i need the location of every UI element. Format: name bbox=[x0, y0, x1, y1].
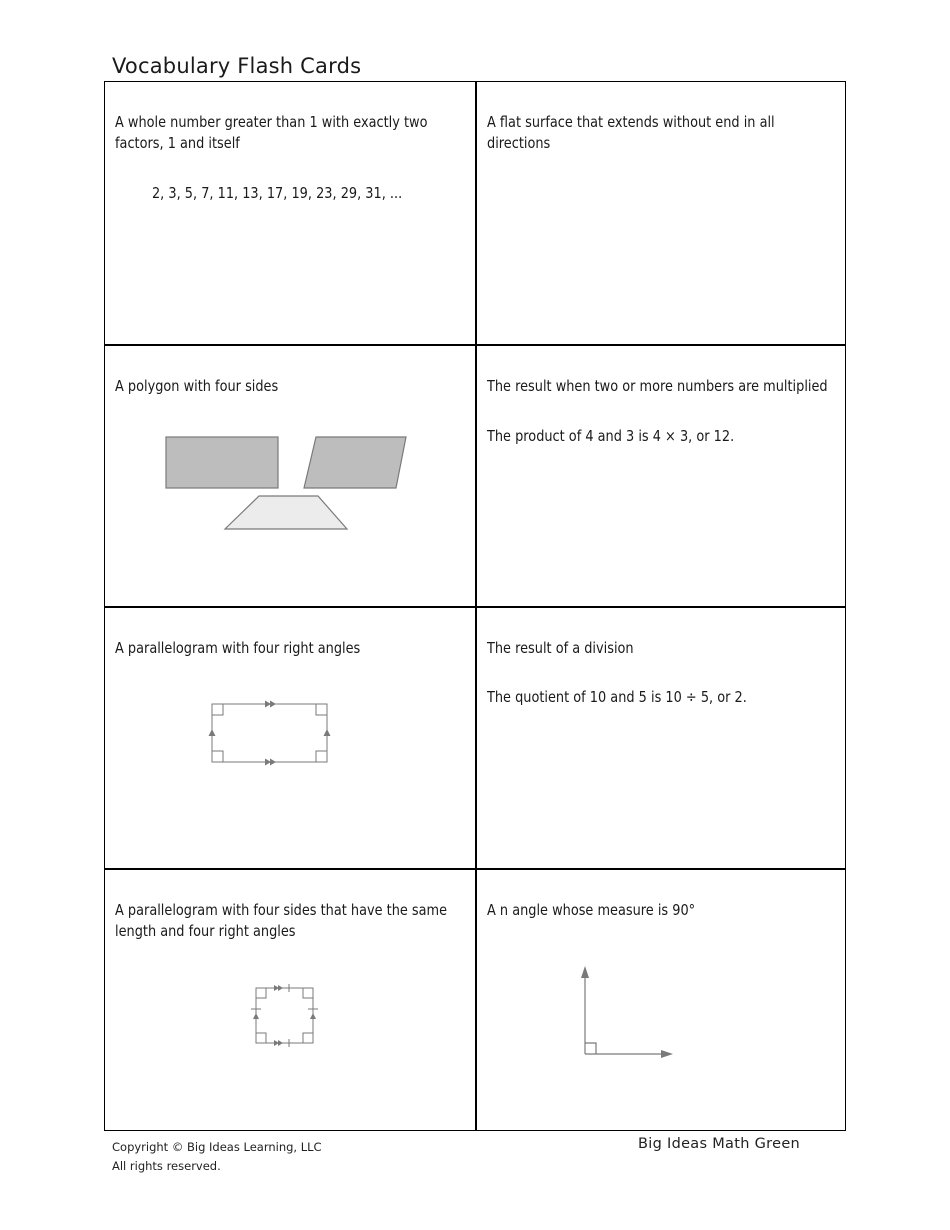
card-prime-number bbox=[105, 82, 475, 344]
card-definition: A polygon with four sides bbox=[115, 377, 279, 395]
rectangle-figure bbox=[203, 696, 341, 768]
square-figure bbox=[248, 982, 320, 1048]
parallel-arrow-icon bbox=[209, 701, 331, 766]
copyright-text: Copyright © Big Ideas Learning, LLC bbox=[112, 1140, 322, 1154]
trapezoid-shape bbox=[225, 496, 347, 529]
card-definition: A parallelogram with four right angles bbox=[115, 639, 361, 657]
card-example: 2, 3, 5, 7, 11, 13, 17, 19, 23, 29, 31, ... bbox=[151, 184, 403, 202]
card-definition: The result when two or more numbers are multiplied bbox=[487, 377, 828, 395]
card-square bbox=[105, 870, 475, 1132]
card-definition: A flat surface that extends without end in all directions bbox=[487, 113, 775, 152]
card-example: The quotient of 10 and 5 is 10 ÷ 5, or 2. bbox=[487, 688, 747, 706]
card-example: The product of 4 and 3 is 4 × 3, or 12. bbox=[487, 427, 735, 445]
card-definition: A n angle whose measure is 90° bbox=[487, 901, 696, 919]
right-angle-figure bbox=[577, 964, 677, 1060]
arrow-right-icon bbox=[661, 1050, 673, 1058]
flash-card-grid bbox=[104, 81, 846, 1131]
arrow-up-icon bbox=[581, 966, 589, 978]
card-quotient bbox=[477, 608, 847, 870]
card-quadrilateral bbox=[105, 346, 475, 608]
parallel-arrow-icon bbox=[253, 985, 316, 1046]
card-definition: A whole number greater than 1 with exactly two factors, 1 and itself bbox=[115, 113, 428, 152]
card-rectangle bbox=[105, 608, 475, 870]
quadrilaterals-figure bbox=[163, 434, 413, 534]
rectangle-shape bbox=[166, 437, 278, 488]
page-title: Vocabulary Flash Cards bbox=[112, 54, 362, 78]
card-definition: A parallelogram with four sides that have the same length and four right angles bbox=[115, 901, 448, 940]
rights-text: All rights reserved. bbox=[112, 1159, 221, 1173]
parallelogram-shape bbox=[304, 437, 406, 488]
card-definition: The result of a division bbox=[487, 639, 634, 657]
book-title: Big Ideas Math Green bbox=[638, 1136, 801, 1152]
footer-copyright-block bbox=[112, 1138, 322, 1176]
card-right-angle bbox=[477, 870, 847, 1132]
card-plane bbox=[477, 82, 847, 344]
card-product bbox=[477, 346, 847, 608]
